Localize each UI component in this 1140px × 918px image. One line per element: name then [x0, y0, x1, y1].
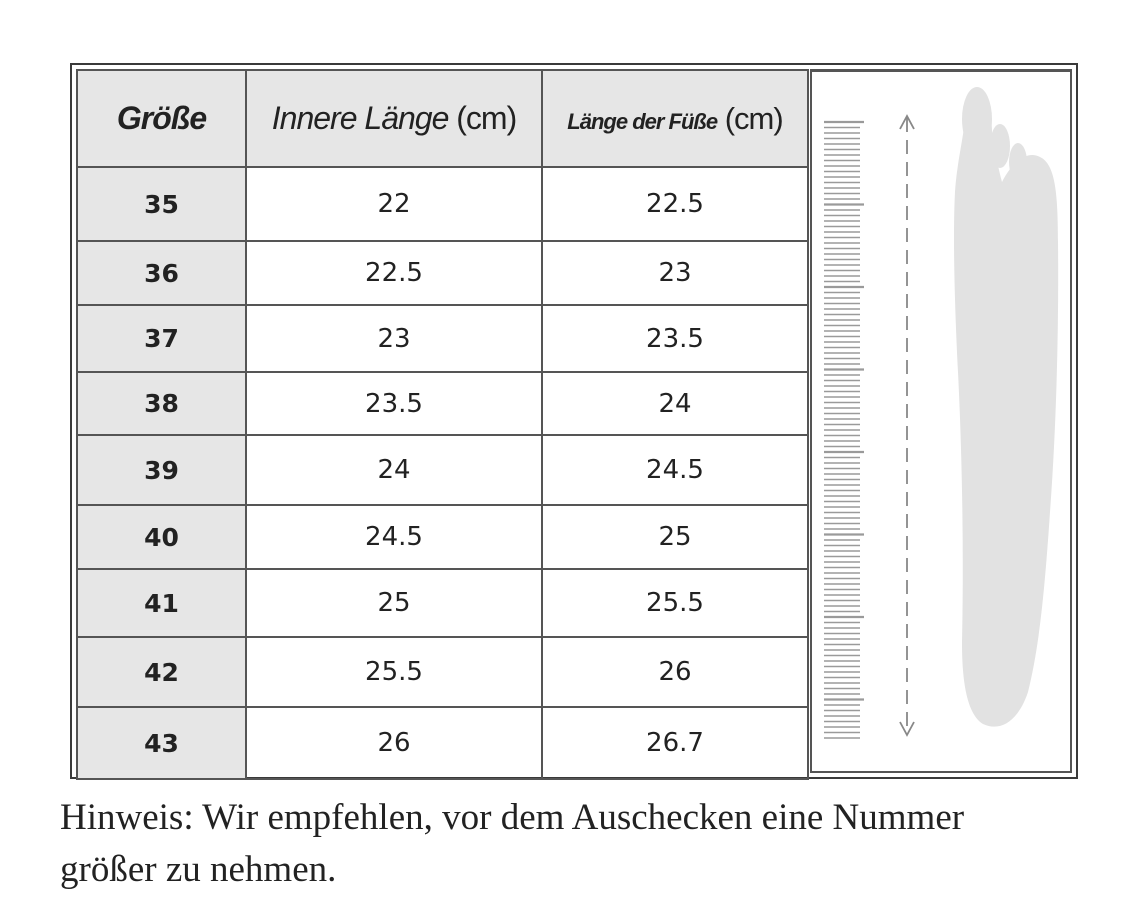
- table-row: [77, 707, 808, 779]
- inner-length-cell: 24.5: [246, 505, 542, 569]
- header-inner-length-label: Innere Länge: [271, 100, 449, 136]
- foot-length-cell: 24.5: [542, 435, 808, 505]
- foot-length-cell: 23: [542, 241, 808, 305]
- inner-length-cell: 23: [246, 305, 542, 372]
- inner-length-cell: 24: [246, 435, 542, 505]
- foot-length-cell: 26: [542, 637, 808, 707]
- foot-length-cell: 26.7: [542, 707, 808, 779]
- size-cell: 38: [77, 372, 246, 435]
- illustration-svg: [812, 72, 1070, 771]
- header-foot-length-label: Länge der Füße: [567, 108, 718, 134]
- ruler-icon: [824, 122, 864, 738]
- header-size: [77, 70, 246, 167]
- size-cell: 42: [77, 637, 246, 707]
- size-cell: 39: [77, 435, 246, 505]
- inner-length-cell: 26: [246, 707, 542, 779]
- size-cell: 37: [77, 305, 246, 372]
- header-foot-length: [542, 70, 808, 167]
- foot-length-cell: 25.5: [542, 569, 808, 637]
- note-line-1: Hinweis: Wir empfehlen, vor dem Auschecken eine Nummer: [60, 797, 965, 838]
- foot-silhouette-icon: [954, 87, 1058, 727]
- size-chart: [70, 63, 1078, 779]
- table-row: [77, 372, 808, 435]
- table-row: [77, 305, 808, 372]
- inner-length-cell: 23.5: [246, 372, 542, 435]
- size-cell: 43: [77, 707, 246, 779]
- foot-length-cell: 25: [542, 505, 808, 569]
- foot-length-cell: 23.5: [542, 305, 808, 372]
- inner-length-cell: 25: [246, 569, 542, 637]
- table-row: [77, 637, 808, 707]
- double-arrow-icon: [900, 116, 914, 735]
- header-size-label: Größe: [116, 100, 207, 136]
- inner-length-cell: 22.5: [246, 241, 542, 305]
- size-cell: 35: [77, 167, 246, 241]
- header-inner-length: [246, 70, 542, 167]
- inner-length-cell: 22: [246, 167, 542, 241]
- note-line-2: größer zu nehmen.: [60, 849, 337, 890]
- table-row: [77, 435, 808, 505]
- foot-measure-illustration: [810, 69, 1072, 773]
- table-row: [77, 569, 808, 637]
- inner-length-cell: 25.5: [246, 637, 542, 707]
- table-row: [77, 241, 808, 305]
- size-cell: 41: [77, 569, 246, 637]
- foot-length-cell: 24: [542, 372, 808, 435]
- foot-length-cell: 22.5: [542, 167, 808, 241]
- table-header-row: [77, 70, 808, 167]
- table-row: [77, 167, 808, 241]
- size-table: [76, 69, 809, 780]
- table-body: [77, 167, 808, 779]
- size-cell: 36: [77, 241, 246, 305]
- header-foot-length-unit: (cm): [724, 100, 783, 136]
- size-cell: 40: [77, 505, 246, 569]
- header-inner-length-unit: (cm): [456, 100, 517, 136]
- table-row: [77, 505, 808, 569]
- note: [60, 792, 1110, 896]
